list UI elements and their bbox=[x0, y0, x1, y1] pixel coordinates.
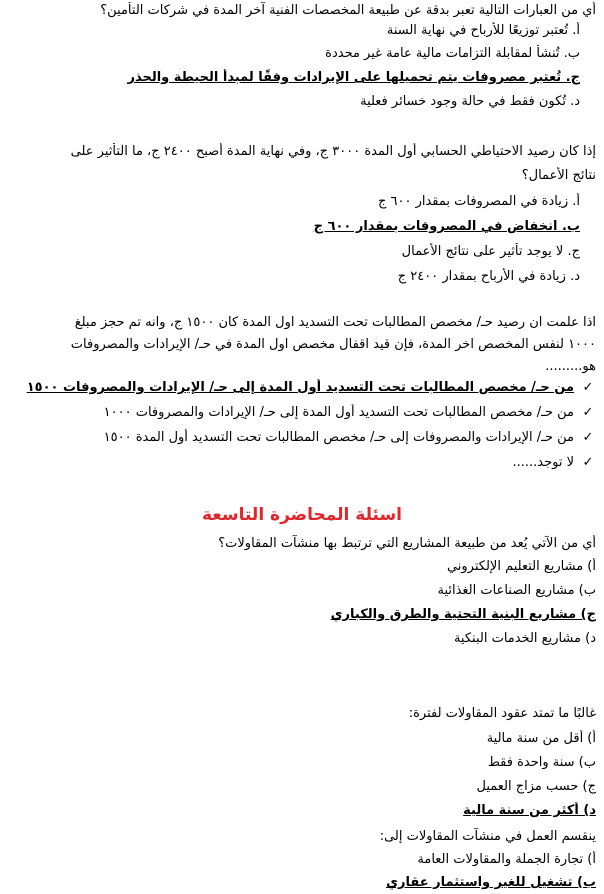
q2-option-b-correct: ب. انخفاض في المصروفات بمقدار ٦٠٠ ج bbox=[313, 219, 580, 234]
q3-option-b-text: من حـ/ مخصص المطالبات تحت التسديد أول المدة إلى حـ/ الإيرادات والمصروفات ١٠٠٠ bbox=[103, 405, 574, 420]
q5-option-b: ب) سنة واحدة فقط bbox=[487, 755, 596, 770]
q3-question-line2: ١٠٠٠ لنفس المخصص اخر المدة، فإن قيد اقفال مخصص اول المدة في حـ/ الإيرادات والمصروفات bbox=[70, 337, 596, 352]
q2-option-c: ج. لا يوجد تأثير على نتائج الأعمال bbox=[401, 244, 580, 259]
q4-question: أي من الآتي يُعد من طبيعة المشاريع التي ترتبط بها منشآت المقاولات؟ bbox=[218, 536, 596, 551]
q3-option-b bbox=[8, 404, 596, 422]
q4-option-c-correct: ج) مشاريع البنية التحتية والطرق والكباري bbox=[330, 607, 596, 622]
q1-option-a: أ. تُعتبر توزيعًا للأرباح في نهاية السنة bbox=[386, 23, 580, 38]
checkmark-icon: ✓ bbox=[582, 430, 594, 445]
q2-question-line1: إذا كان رصيد الاحتياطي الحسابي أول المدة ٣٠٠٠ ج، وفي نهاية المدة أصبح ٢٤٠٠ ج، ما التأثير على bbox=[70, 144, 596, 159]
q3-option-c-text: من حـ/ الإيرادات والمصروفات إلى حـ/ مخصص المطالبات تحت التسديد أول المدة ١٥٠٠ bbox=[103, 430, 574, 445]
q3-question-line3: هو......... bbox=[545, 359, 596, 374]
q6-option-b-correct: ب) تشغيل للغير واستثمار عقاري bbox=[386, 875, 596, 890]
q5-option-d-correct: د) أكثر من سنة مالية bbox=[463, 803, 596, 818]
q1-option-d: د. تُكون فقط في حالة وجود خسائر فعلية bbox=[360, 94, 580, 109]
q5-option-a: أ) أقل من سنة مالية bbox=[486, 731, 596, 746]
q5-option-c: ج) حسب مزاج العميل bbox=[476, 779, 596, 794]
q4-option-a: أ) مشاريع التعليم الإلكتروني bbox=[446, 559, 596, 574]
q5-question: غالبًا ما تمتد عقود المقاولات لفترة: bbox=[408, 706, 596, 721]
q2-option-a: أ. زيادة في المصروفات بمقدار ٦٠٠ ج bbox=[377, 194, 580, 209]
q4-option-d: د) مشاريع الخدمات البنكية bbox=[453, 631, 596, 646]
q6-option-a: أ) تجارة الجملة والمقاولات العامة bbox=[417, 852, 596, 867]
q1-question: أي من العبارات التالية تعبر بدقة عن طبيعة المخصصات الفنية آخر المدة في شركات التأمين؟ bbox=[100, 3, 596, 18]
q3-option-d bbox=[8, 454, 596, 472]
q1-option-c-correct: ج. تُعتبر مصروفات يتم تحميلها على الإيرادات وفقًا لمبدأ الحيطة والحذر bbox=[127, 70, 580, 85]
checkmark-icon: ✓ bbox=[582, 455, 594, 470]
q3-option-a-correct bbox=[8, 379, 596, 397]
q3-question-line1: اذا علمت ان رصيد حـ/ مخصص المطالبات تحت التسديد اول المدة كان ١٥٠٠ ج، وانه تم حجز مبلغ bbox=[74, 315, 596, 330]
q3-option-c bbox=[8, 429, 596, 447]
q2-question-line2: نتائج الأعمال؟ bbox=[521, 168, 596, 183]
section-title: اسئلة المحاضرة التاسعة bbox=[201, 505, 402, 525]
q3-option-d-text: لا توجد...... bbox=[512, 455, 574, 470]
q4-option-b: ب) مشاريع الصناعات الغذائية bbox=[437, 583, 596, 598]
q2-option-d: د. زيادة في الأرباح بمقدار ٢٤٠٠ ج bbox=[397, 269, 580, 284]
q1-option-b: ب. تُنشأ لمقابلة التزامات مالية عامة غير محددة bbox=[325, 46, 580, 61]
q6-question: ينقسم العمل في منشآت المقاولات إلى: bbox=[379, 829, 596, 844]
checkmark-icon: ✓ bbox=[582, 405, 594, 420]
q3-option-a-text: من حـ/ مخصص المطالبات تحت التسديد أول المدة إلى حـ/ الإيرادات والمصروفات ١٥٠٠ bbox=[26, 380, 574, 395]
checkmark-icon: ✓ bbox=[582, 380, 594, 395]
